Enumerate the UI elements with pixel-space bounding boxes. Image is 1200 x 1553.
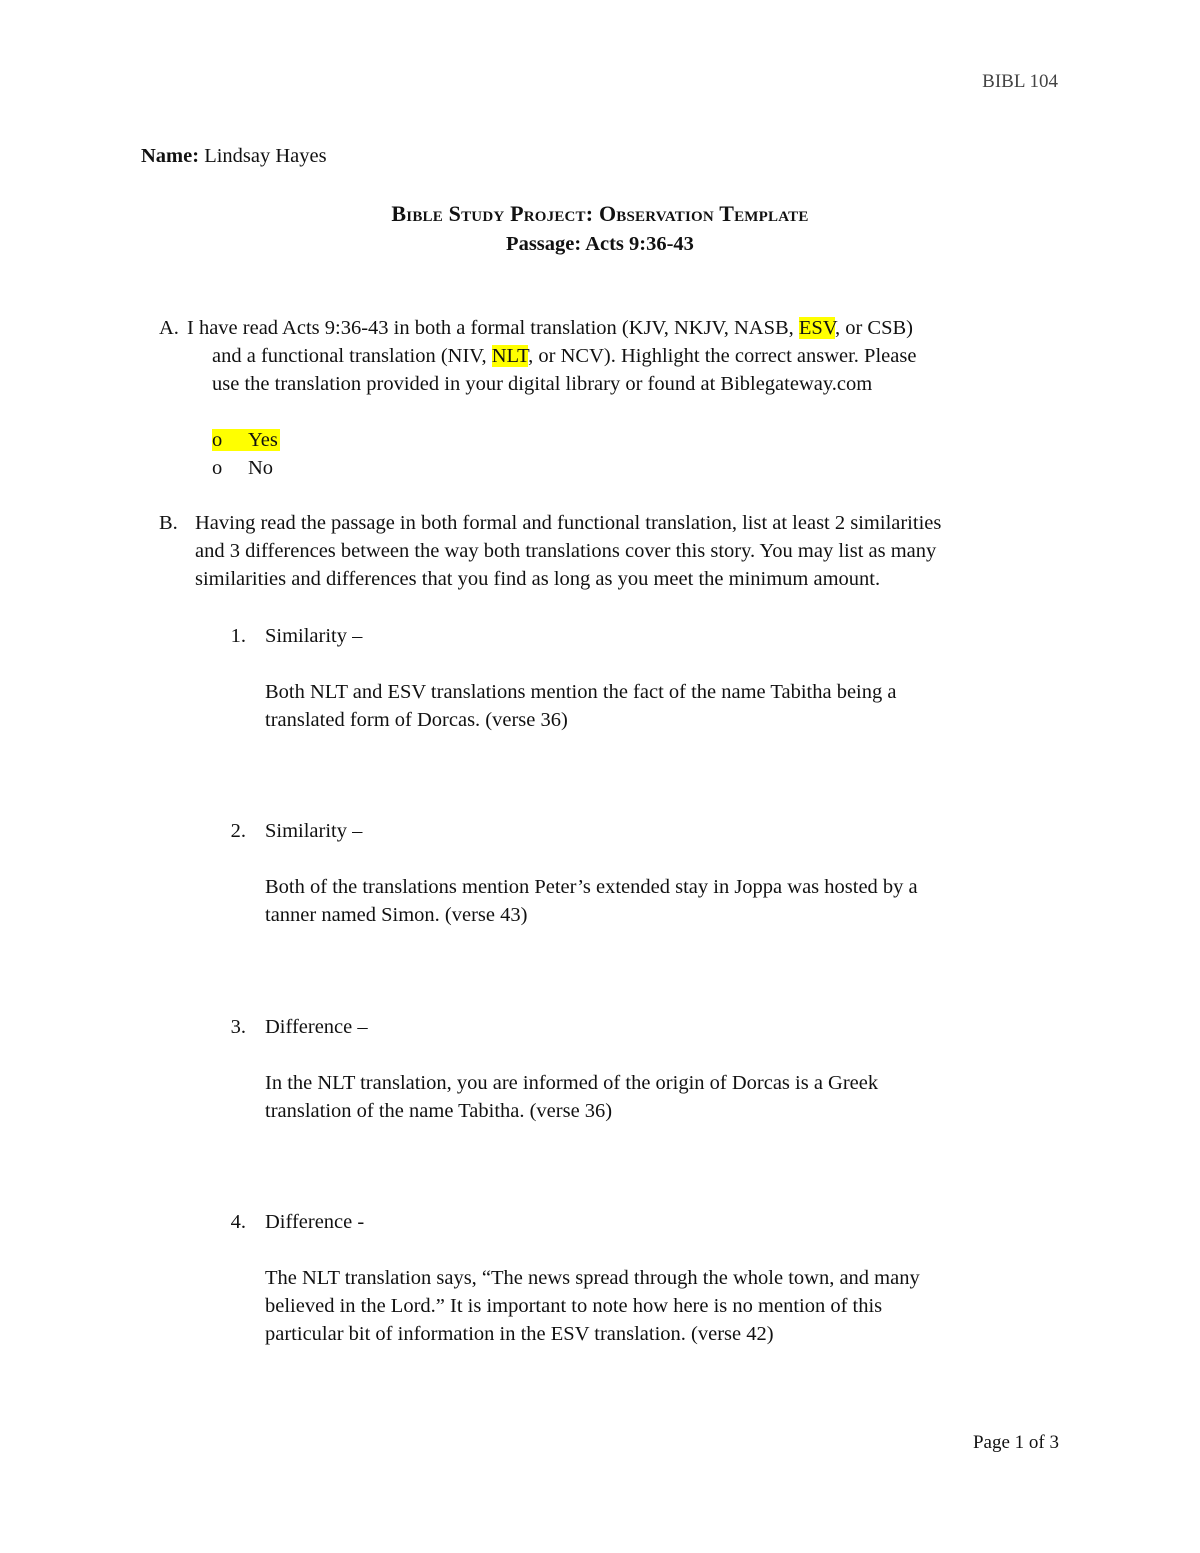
item-2-heading: Similarity –	[265, 820, 363, 842]
highlight-esv: ESV	[798, 317, 835, 339]
section-a-marker: A.	[159, 317, 179, 339]
name-line	[141, 142, 327, 170]
highlight-nlt: NLT	[491, 345, 529, 367]
item-4-line-1: The NLT translation says, “The news spread through the whole town, and many	[265, 1267, 920, 1289]
option-yes-highlight	[212, 429, 280, 451]
name-value: Lindsay Hayes	[204, 145, 327, 167]
passage-reference: Passage: Acts 9:36-43	[506, 233, 694, 255]
item-4-line-2: believed in the Lord.” It is important to note how here is no mention of this	[265, 1295, 883, 1317]
section-a-line-2-tail: , or NCV). Highlight the correct answer. Please	[528, 345, 917, 367]
item-3-heading: Difference –	[265, 1016, 368, 1038]
option-yes-label: Yes	[248, 429, 278, 451]
item-2-line-2: tanner named Simon. (verse 43)	[265, 904, 528, 926]
item-1-heading: Similarity –	[265, 625, 363, 647]
section-b-marker: B.	[159, 512, 178, 534]
option-yes[interactable]	[212, 426, 280, 454]
section-a-line-2	[212, 342, 916, 370]
item-4-line-3: particular bit of information in the ESV translation. (verse 42)	[265, 1323, 774, 1345]
item-3-line-2: translation of the name Tabitha. (verse 36)	[265, 1100, 613, 1122]
item-4-heading: Difference -	[265, 1211, 365, 1233]
item-3-number: 3.	[230, 1016, 246, 1038]
name-label: Name:	[141, 145, 200, 167]
item-2-number: 2.	[230, 820, 246, 842]
option-no-label: No	[248, 457, 274, 479]
option-no-bullet: o	[212, 457, 223, 479]
section-a-line-1-text: I have read Acts 9:36-43 in both a formal translation (KJV, NKJV, NASB,	[187, 317, 799, 339]
item-1-line-2: translated form of Dorcas. (verse 36)	[265, 709, 568, 731]
item-2-line-1: Both of the translations mention Peter’s extended stay in Joppa was hosted by a	[265, 876, 918, 898]
item-1-line-1: Both NLT and ESV translations mention the fact of the name Tabitha being a	[265, 681, 897, 703]
item-1-number: 1.	[230, 625, 246, 647]
page-number: Page 1 of 3	[972, 1432, 1059, 1453]
item-3-line-1: In the NLT translation, you are informed of the origin of Dorcas is a Greek	[265, 1072, 879, 1094]
option-yes-bullet: o	[212, 429, 223, 451]
document-title: Bible Study Project: Observation Template	[391, 201, 809, 226]
item-4-number: 4.	[230, 1211, 246, 1233]
header-course-code: BIBL 104	[982, 71, 1058, 92]
section-a-line-3: use the translation provided in your digital library or found at Biblegateway.com	[212, 373, 873, 395]
section-b-line-3: similarities and differences that you find as long as you meet the minimum amount.	[195, 568, 881, 590]
section-a-line-1-tail: , or CSB)	[834, 317, 914, 339]
section-a-line-2-text: and a functional translation (NIV,	[212, 345, 492, 367]
section-b-line-1: Having read the passage in both formal and functional translation, list at least 2 similarities	[195, 512, 942, 534]
section-b-line-2: and 3 differences between the way both translations cover this story. You may list as many	[195, 540, 937, 562]
section-a-line-1	[187, 314, 913, 342]
option-no[interactable]	[212, 454, 273, 482]
